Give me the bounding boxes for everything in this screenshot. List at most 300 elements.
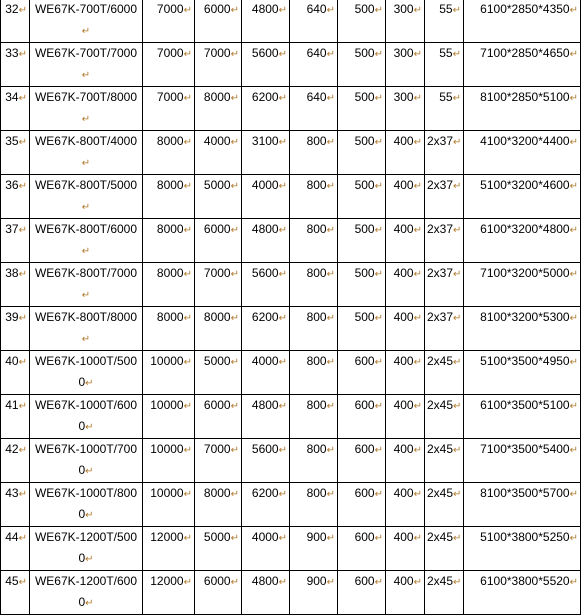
- value-cell-6: [386, 87, 425, 131]
- paragraph-mark-icon: ↵: [374, 93, 383, 104]
- value-cell-1-text: 12000: [150, 530, 184, 544]
- paragraph-mark-icon: ↵: [326, 137, 335, 148]
- value-cell-6: [386, 527, 425, 571]
- paragraph-mark-icon: ↵: [183, 225, 192, 236]
- value-cell-1-text: 8000: [156, 222, 184, 236]
- value-cell-5: [338, 263, 386, 307]
- paragraph-mark-icon: ↵: [453, 489, 462, 500]
- value-cell-4: [290, 175, 338, 219]
- value-cell-2: [195, 439, 242, 483]
- model-cell: [30, 571, 143, 615]
- paragraph-mark-icon: ↵: [278, 93, 287, 104]
- paragraph-mark-icon: ↵: [230, 49, 239, 60]
- dimensions-cell-text: 7100*3200*5000: [480, 266, 570, 280]
- value-cell-3: [242, 263, 290, 307]
- value-cell-2: [195, 43, 242, 87]
- paragraph-mark-icon: ↵: [183, 533, 192, 544]
- paragraph-mark-icon: ↵: [326, 5, 335, 16]
- paragraph-mark-icon: ↵: [18, 225, 27, 236]
- value-cell-4-text: 900: [306, 530, 327, 544]
- value-cell-7: [425, 483, 464, 527]
- value-cell-6: [386, 263, 425, 307]
- value-cell-7: [425, 175, 464, 219]
- model-cell: [30, 0, 143, 43]
- paragraph-mark-icon: ↵: [230, 93, 239, 104]
- paragraph-mark-icon: ↵: [230, 5, 239, 16]
- value-cell-2-text: 6000: [203, 2, 231, 16]
- paragraph-mark-icon: ↵: [452, 5, 461, 16]
- model-cell-text: WE67K-800T/4000: [34, 134, 138, 148]
- paragraph-mark-icon: ↵: [374, 533, 383, 544]
- value-cell-3: [242, 87, 290, 131]
- value-cell-1-text: 8000: [156, 134, 184, 148]
- value-cell-5-text: 500: [354, 46, 375, 60]
- paragraph-mark-icon: ↵: [569, 269, 578, 280]
- value-cell-2: [195, 0, 242, 43]
- value-cell-4: [290, 87, 338, 131]
- dimensions-cell: [464, 131, 581, 175]
- value-cell-7-text: 2x37: [427, 178, 454, 192]
- dimensions-cell-text: 8100*3200*5300: [480, 310, 570, 324]
- dimensions-cell-text: 5100*3500*4950: [480, 354, 570, 368]
- value-cell-3: [242, 351, 290, 395]
- paragraph-mark-icon: ↵: [278, 577, 287, 588]
- paragraph-mark-icon: ↵: [85, 598, 94, 609]
- value-cell-5: [338, 527, 386, 571]
- table-row: [1, 263, 581, 307]
- paragraph-mark-icon: ↵: [230, 137, 239, 148]
- value-cell-1: [143, 395, 195, 439]
- value-cell-6: [386, 483, 425, 527]
- paragraph-mark-icon: ↵: [81, 158, 91, 169]
- paragraph-mark-icon: ↵: [85, 378, 94, 389]
- paragraph-mark-icon: ↵: [278, 401, 287, 412]
- model-cell: [30, 263, 143, 307]
- table-body: [1, 0, 581, 615]
- value-cell-7-text: 2x37: [427, 310, 454, 324]
- value-cell-5-text: 500: [354, 2, 375, 16]
- value-cell-2-text: 8000: [203, 310, 231, 324]
- value-cell-3-text: 6200: [251, 486, 279, 500]
- value-cell-5-text: 600: [354, 442, 375, 456]
- model-cell-text: WE67K-1000T/7000: [34, 442, 138, 477]
- row-number-cell-text: 34: [5, 90, 19, 104]
- table-row: [1, 219, 581, 263]
- value-cell-2-text: 5000: [203, 354, 231, 368]
- paragraph-mark-icon: ↵: [374, 401, 383, 412]
- paragraph-mark-icon: ↵: [413, 5, 422, 16]
- paragraph-mark-icon: ↵: [453, 269, 462, 280]
- model-cell: [30, 43, 143, 87]
- value-cell-3: [242, 219, 290, 263]
- paragraph-mark-icon: ↵: [326, 445, 335, 456]
- paragraph-mark-icon: ↵: [183, 49, 192, 60]
- paragraph-mark-icon: ↵: [278, 5, 287, 16]
- value-cell-3: [242, 43, 290, 87]
- value-cell-1-text: 10000: [150, 486, 184, 500]
- paragraph-mark-icon: ↵: [18, 445, 27, 456]
- value-cell-2-text: 6000: [203, 398, 231, 412]
- value-cell-7: [425, 131, 464, 175]
- value-cell-2-text: 4000: [203, 134, 231, 148]
- paragraph-mark-icon: ↵: [85, 422, 94, 433]
- value-cell-1: [143, 483, 195, 527]
- paragraph-mark-icon: ↵: [85, 554, 94, 565]
- row-number-cell-text: 43: [5, 486, 19, 500]
- dimensions-cell: [464, 219, 581, 263]
- paragraph-mark-icon: ↵: [326, 225, 335, 236]
- value-cell-6-text: 400: [393, 354, 414, 368]
- dimensions-cell: [464, 263, 581, 307]
- paragraph-mark-icon: ↵: [452, 93, 461, 104]
- row-number-cell: [1, 307, 30, 351]
- value-cell-7-text: 2x45: [427, 486, 454, 500]
- paragraph-mark-icon: ↵: [569, 313, 578, 324]
- paragraph-mark-icon: ↵: [453, 401, 462, 412]
- paragraph-mark-icon: ↵: [326, 93, 335, 104]
- value-cell-7-text: 2x37: [427, 134, 454, 148]
- model-cell-text: WE67K-1200T/5000: [34, 530, 138, 565]
- row-number-cell-text: 36: [5, 178, 19, 192]
- paragraph-mark-icon: ↵: [413, 489, 422, 500]
- table-row: [1, 439, 581, 483]
- value-cell-2: [195, 131, 242, 175]
- paragraph-mark-icon: ↵: [569, 445, 578, 456]
- value-cell-5: [338, 395, 386, 439]
- row-number-cell-text: 32: [5, 2, 19, 16]
- paragraph-mark-icon: ↵: [278, 49, 287, 60]
- row-number-cell-text: 38: [5, 266, 19, 280]
- value-cell-3: [242, 307, 290, 351]
- paragraph-mark-icon: ↵: [230, 225, 239, 236]
- paragraph-mark-icon: ↵: [326, 49, 335, 60]
- value-cell-2-text: 7000: [203, 46, 231, 60]
- row-number-cell: [1, 571, 30, 615]
- value-cell-4-text: 800: [306, 222, 327, 236]
- value-cell-1-text: 12000: [150, 574, 184, 588]
- paragraph-mark-icon: ↵: [278, 269, 287, 280]
- model-cell-text: WE67K-800T/7000: [34, 266, 138, 280]
- table-row: [1, 351, 581, 395]
- paragraph-mark-icon: ↵: [183, 401, 192, 412]
- paragraph-mark-icon: ↵: [569, 5, 578, 16]
- paragraph-mark-icon: ↵: [326, 577, 335, 588]
- value-cell-2-text: 6000: [203, 574, 231, 588]
- paragraph-mark-icon: ↵: [326, 489, 335, 500]
- value-cell-4-text: 640: [306, 46, 327, 60]
- value-cell-3: [242, 439, 290, 483]
- value-cell-4-text: 900: [306, 574, 327, 588]
- value-cell-6-text: 300: [393, 46, 414, 60]
- paragraph-mark-icon: ↵: [230, 181, 239, 192]
- value-cell-5-text: 500: [354, 310, 375, 324]
- value-cell-6: [386, 351, 425, 395]
- paragraph-mark-icon: ↵: [326, 357, 335, 368]
- paragraph-mark-icon: ↵: [453, 357, 462, 368]
- value-cell-2-text: 5000: [203, 178, 231, 192]
- table-row: [1, 131, 581, 175]
- value-cell-7: [425, 395, 464, 439]
- value-cell-5: [338, 571, 386, 615]
- dimensions-cell: [464, 527, 581, 571]
- value-cell-3-text: 4000: [251, 178, 279, 192]
- value-cell-1-text: 8000: [156, 178, 184, 192]
- value-cell-7: [425, 351, 464, 395]
- dimensions-cell: [464, 307, 581, 351]
- paragraph-mark-icon: ↵: [18, 489, 27, 500]
- value-cell-2: [195, 175, 242, 219]
- value-cell-3: [242, 175, 290, 219]
- row-number-cell: [1, 219, 30, 263]
- value-cell-3-text: 4800: [251, 222, 279, 236]
- value-cell-1-text: 7000: [156, 90, 184, 104]
- dimensions-cell: [464, 439, 581, 483]
- paragraph-mark-icon: ↵: [278, 137, 287, 148]
- model-cell-text: WE67K-700T/6000: [34, 2, 138, 16]
- paragraph-mark-icon: ↵: [183, 269, 192, 280]
- value-cell-4-text: 800: [306, 266, 327, 280]
- value-cell-1: [143, 175, 195, 219]
- row-number-cell: [1, 395, 30, 439]
- paragraph-mark-icon: ↵: [326, 181, 335, 192]
- value-cell-7: [425, 263, 464, 307]
- value-cell-4-text: 800: [306, 178, 327, 192]
- value-cell-2: [195, 87, 242, 131]
- paragraph-mark-icon: ↵: [569, 357, 578, 368]
- row-number-cell: [1, 263, 30, 307]
- value-cell-5-text: 600: [354, 398, 375, 412]
- dimensions-cell-text: 5100*3200*4600: [480, 178, 570, 192]
- value-cell-3-text: 4800: [251, 2, 279, 16]
- paragraph-mark-icon: ↵: [81, 246, 91, 257]
- value-cell-2-text: 5000: [203, 530, 231, 544]
- paragraph-mark-icon: ↵: [413, 533, 422, 544]
- value-cell-3-text: 5600: [251, 266, 279, 280]
- dimensions-cell: [464, 43, 581, 87]
- dimensions-cell: [464, 0, 581, 43]
- value-cell-3-text: 4000: [251, 354, 279, 368]
- value-cell-4-text: 640: [306, 2, 327, 16]
- value-cell-2: [195, 395, 242, 439]
- value-cell-1-text: 7000: [156, 46, 184, 60]
- dimensions-cell-text: 8100*3500*5700: [480, 486, 570, 500]
- paragraph-mark-icon: ↵: [230, 357, 239, 368]
- value-cell-4-text: 800: [306, 134, 327, 148]
- paragraph-mark-icon: ↵: [81, 26, 91, 37]
- paragraph-mark-icon: ↵: [230, 577, 239, 588]
- value-cell-3: [242, 527, 290, 571]
- value-cell-1: [143, 87, 195, 131]
- row-number-cell: [1, 527, 30, 571]
- model-cell-text: WE67K-1000T/6000: [34, 398, 138, 433]
- value-cell-6-text: 400: [393, 398, 414, 412]
- paragraph-mark-icon: ↵: [278, 181, 287, 192]
- value-cell-7-text: 2x45: [427, 398, 454, 412]
- dimensions-cell-text: 4100*3200*4400: [480, 134, 570, 148]
- model-cell: [30, 131, 143, 175]
- row-number-cell-text: 41: [5, 398, 19, 412]
- value-cell-6-text: 400: [393, 310, 414, 324]
- paragraph-mark-icon: ↵: [413, 181, 422, 192]
- value-cell-1-text: 10000: [150, 398, 184, 412]
- paragraph-mark-icon: ↵: [326, 313, 335, 324]
- row-number-cell: [1, 351, 30, 395]
- value-cell-5-text: 600: [354, 354, 375, 368]
- model-cell: [30, 439, 143, 483]
- value-cell-7: [425, 527, 464, 571]
- model-cell-text: WE67K-700T/8000: [34, 90, 138, 104]
- value-cell-2-text: 7000: [203, 442, 231, 456]
- value-cell-3-text: 6200: [251, 90, 279, 104]
- row-number-cell: [1, 131, 30, 175]
- value-cell-3: [242, 483, 290, 527]
- paragraph-mark-icon: ↵: [18, 5, 27, 16]
- paragraph-mark-icon: ↵: [413, 357, 422, 368]
- value-cell-2-text: 6000: [203, 222, 231, 236]
- value-cell-7-text: 2x37: [427, 266, 454, 280]
- value-cell-2-text: 7000: [203, 266, 231, 280]
- value-cell-4: [290, 439, 338, 483]
- table-row: [1, 0, 581, 43]
- value-cell-1: [143, 307, 195, 351]
- paragraph-mark-icon: ↵: [326, 401, 335, 412]
- value-cell-1: [143, 0, 195, 43]
- value-cell-2: [195, 483, 242, 527]
- model-cell: [30, 307, 143, 351]
- value-cell-7-text: 2x37: [427, 222, 454, 236]
- value-cell-4: [290, 219, 338, 263]
- paragraph-mark-icon: ↵: [230, 313, 239, 324]
- value-cell-4: [290, 307, 338, 351]
- value-cell-1: [143, 43, 195, 87]
- value-cell-2: [195, 351, 242, 395]
- value-cell-5: [338, 219, 386, 263]
- value-cell-7-text: 2x45: [427, 530, 454, 544]
- value-cell-7: [425, 43, 464, 87]
- paragraph-mark-icon: ↵: [374, 5, 383, 16]
- model-cell: [30, 395, 143, 439]
- paragraph-mark-icon: ↵: [18, 137, 27, 148]
- paragraph-mark-icon: ↵: [374, 357, 383, 368]
- paragraph-mark-icon: ↵: [230, 533, 239, 544]
- value-cell-3-text: 3100: [251, 134, 279, 148]
- value-cell-2: [195, 219, 242, 263]
- paragraph-mark-icon: ↵: [81, 290, 91, 301]
- value-cell-5-text: 500: [354, 134, 375, 148]
- paragraph-mark-icon: ↵: [453, 137, 462, 148]
- value-cell-6-text: 300: [393, 90, 414, 104]
- model-cell-text: WE67K-800T/6000: [34, 222, 138, 236]
- value-cell-4: [290, 571, 338, 615]
- paragraph-mark-icon: ↵: [453, 533, 462, 544]
- row-number-cell-text: 37: [5, 222, 19, 236]
- paragraph-mark-icon: ↵: [81, 202, 91, 213]
- paragraph-mark-icon: ↵: [81, 70, 91, 81]
- model-cell: [30, 483, 143, 527]
- value-cell-4-text: 800: [306, 310, 327, 324]
- value-cell-6: [386, 571, 425, 615]
- paragraph-mark-icon: ↵: [374, 181, 383, 192]
- dimensions-cell: [464, 395, 581, 439]
- paragraph-mark-icon: ↵: [413, 49, 422, 60]
- dimensions-cell-text: 5100*3800*5250: [480, 530, 570, 544]
- row-number-cell-text: 39: [5, 310, 19, 324]
- value-cell-5: [338, 439, 386, 483]
- paragraph-mark-icon: ↵: [374, 577, 383, 588]
- paragraph-mark-icon: ↵: [569, 533, 578, 544]
- value-cell-4: [290, 483, 338, 527]
- value-cell-7-text: 55: [439, 46, 453, 60]
- row-number-cell: [1, 0, 30, 43]
- value-cell-5: [338, 43, 386, 87]
- paragraph-mark-icon: ↵: [183, 489, 192, 500]
- row-number-cell-text: 42: [5, 442, 19, 456]
- row-number-cell-text: 40: [5, 354, 19, 368]
- value-cell-5: [338, 131, 386, 175]
- model-cell-text: WE67K-1000T/5000: [34, 354, 138, 389]
- value-cell-7-text: 55: [439, 2, 453, 16]
- value-cell-1: [143, 571, 195, 615]
- paragraph-mark-icon: ↵: [413, 137, 422, 148]
- value-cell-6: [386, 219, 425, 263]
- paragraph-mark-icon: ↵: [278, 489, 287, 500]
- paragraph-mark-icon: ↵: [230, 489, 239, 500]
- model-cell: [30, 351, 143, 395]
- table-row: [1, 87, 581, 131]
- value-cell-7: [425, 87, 464, 131]
- paragraph-mark-icon: ↵: [18, 313, 27, 324]
- row-number-cell: [1, 175, 30, 219]
- model-cell-text: WE67K-1000T/8000: [34, 486, 138, 521]
- paragraph-mark-icon: ↵: [183, 137, 192, 148]
- value-cell-6-text: 400: [393, 134, 414, 148]
- value-cell-7-text: 55: [439, 90, 453, 104]
- table-row: [1, 571, 581, 615]
- paragraph-mark-icon: ↵: [18, 357, 27, 368]
- dimensions-cell: [464, 571, 581, 615]
- dimensions-cell: [464, 483, 581, 527]
- paragraph-mark-icon: ↵: [569, 225, 578, 236]
- paragraph-mark-icon: ↵: [374, 313, 383, 324]
- value-cell-4-text: 800: [306, 354, 327, 368]
- paragraph-mark-icon: ↵: [81, 334, 91, 345]
- paragraph-mark-icon: ↵: [85, 510, 94, 521]
- paragraph-mark-icon: ↵: [569, 93, 578, 104]
- value-cell-6-text: 400: [393, 486, 414, 500]
- paragraph-mark-icon: ↵: [85, 466, 94, 477]
- value-cell-4: [290, 43, 338, 87]
- dimensions-cell-text: 6100*2850*4350: [480, 2, 570, 16]
- value-cell-6: [386, 175, 425, 219]
- row-number-cell: [1, 483, 30, 527]
- value-cell-4: [290, 131, 338, 175]
- dimensions-cell-text: 8100*2850*5100: [480, 90, 570, 104]
- paragraph-mark-icon: ↵: [413, 445, 422, 456]
- row-number-cell-text: 35: [5, 134, 19, 148]
- model-cell: [30, 527, 143, 571]
- value-cell-6: [386, 131, 425, 175]
- paragraph-mark-icon: ↵: [413, 577, 422, 588]
- value-cell-3-text: 5600: [251, 442, 279, 456]
- value-cell-5-text: 600: [354, 530, 375, 544]
- table-row: [1, 307, 581, 351]
- value-cell-1: [143, 351, 195, 395]
- value-cell-3-text: 4800: [251, 574, 279, 588]
- value-cell-5-text: 500: [354, 222, 375, 236]
- value-cell-2: [195, 527, 242, 571]
- value-cell-5: [338, 483, 386, 527]
- row-number-cell: [1, 439, 30, 483]
